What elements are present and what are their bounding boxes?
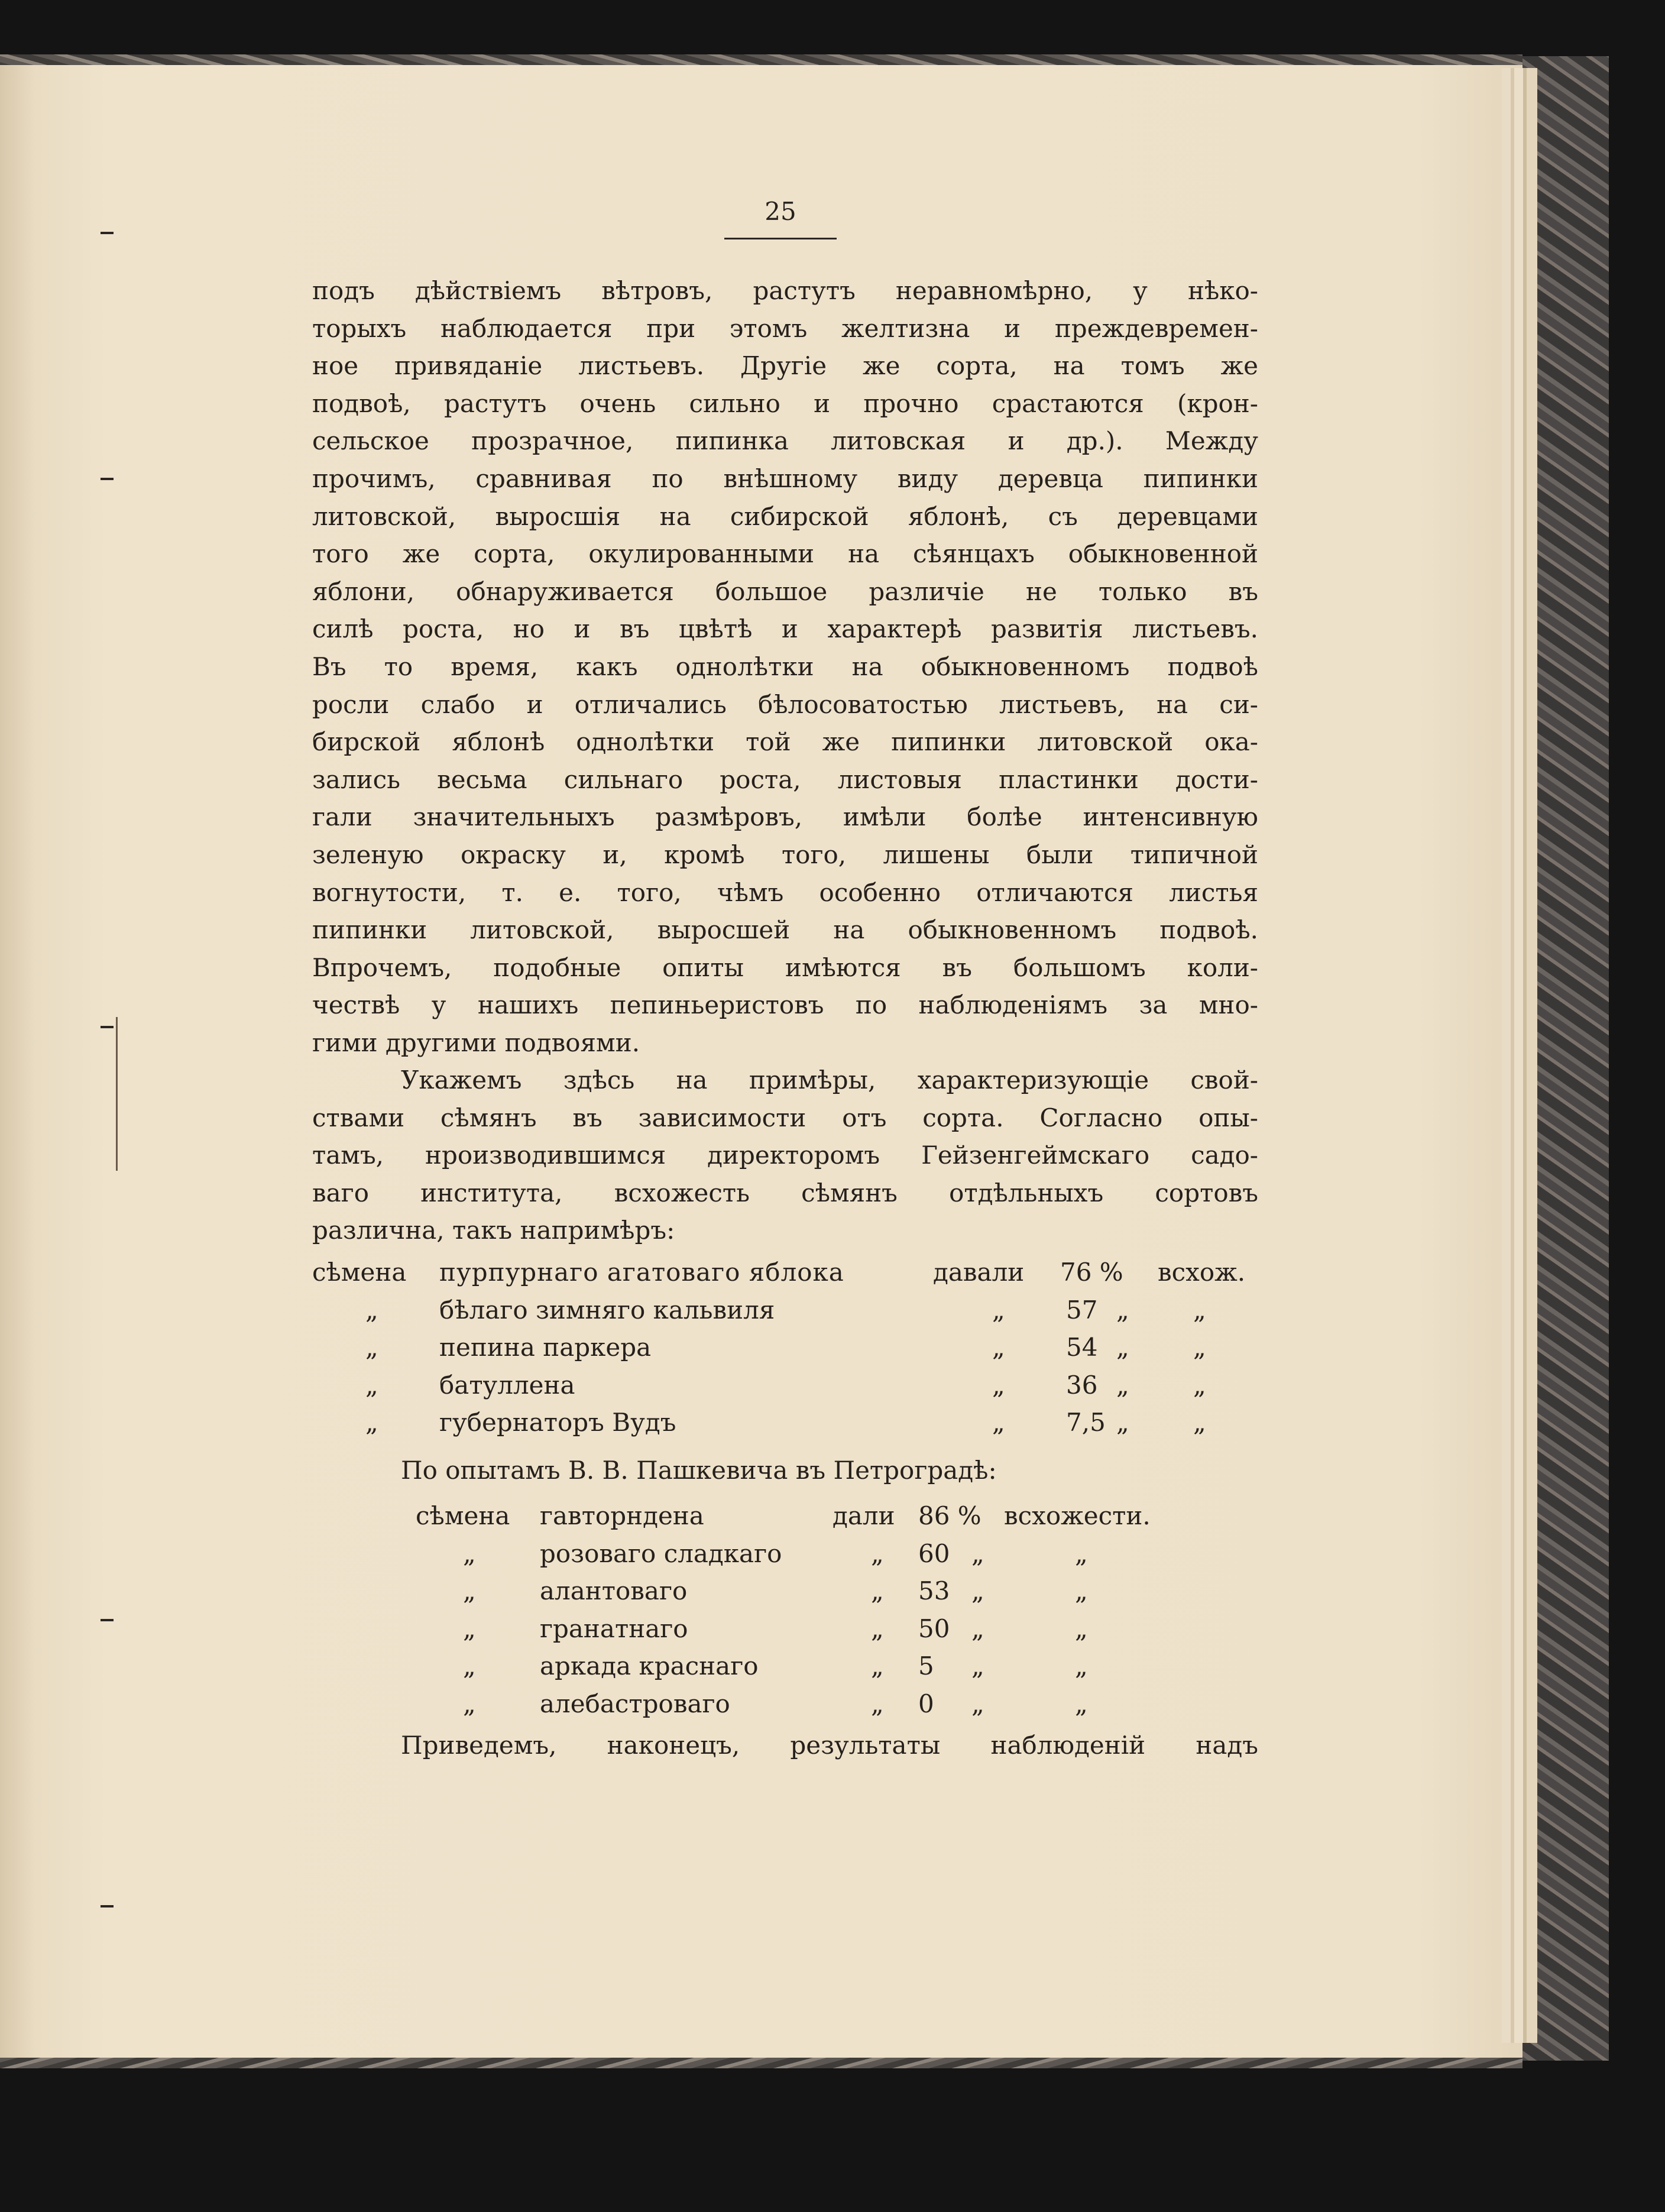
table-row: [312, 1497, 1258, 1535]
ditto-mark: „: [365, 1408, 378, 1437]
ditto-mark: „: [871, 1576, 884, 1606]
ditto-mark: „: [971, 1689, 984, 1718]
ditto-mark: „: [871, 1651, 884, 1681]
ditto-mark: „: [992, 1370, 1005, 1400]
germination-value: 86 %: [918, 1501, 981, 1530]
ditto-mark: „: [1193, 1333, 1206, 1362]
text-line: торыхъ наблюдается при этомъ желтизна и преждевремен-: [312, 313, 1258, 343]
text-line: того же сорта, окулированными на сѣянцахъ обыкновенной: [312, 539, 1258, 569]
text-line: яблони, обнаруживается большое различіе не только въ: [312, 577, 1258, 606]
text-line: ствами сѣмянъ въ зависимости отъ сорта. Согласно опы-: [312, 1103, 1258, 1132]
row-verb: дали: [832, 1501, 895, 1530]
text-line: подвоѣ, растутъ очень сильно и прочно срастаются (крон-: [312, 388, 1258, 418]
ditto-mark: „: [971, 1614, 984, 1643]
text-line: тамъ, нроизводившимся директоромъ Гейзенгеймскаго садо-: [312, 1141, 1258, 1170]
variety-name: гавторндена: [540, 1501, 704, 1530]
ditto-mark: „: [1193, 1295, 1206, 1324]
gutter-stitch: [101, 1026, 114, 1028]
germination-value: 53: [918, 1576, 950, 1606]
text-line: Укажемъ здѣсь на примѣры, характеризующіе свой-: [401, 1065, 1258, 1094]
germination-value: 5: [918, 1651, 934, 1681]
text-line: Впрочемъ, подобные опиты имѣются въ большомъ коли-: [312, 953, 1258, 982]
row-lead: сѣмена: [416, 1501, 510, 1530]
variety-name: пурпурнаго агатоваго яблока: [439, 1258, 844, 1287]
table-row: [312, 1329, 1258, 1366]
variety-name: бѣлаго зимняго кальвиля: [439, 1295, 775, 1324]
page-number: 25: [765, 197, 796, 226]
table-row: [312, 1366, 1258, 1404]
germination-value: 54: [1066, 1333, 1098, 1362]
ditto-mark: „: [463, 1576, 476, 1606]
germination-table-2: [312, 1497, 1258, 1723]
ditto-mark: „: [871, 1614, 884, 1643]
ditto-mark: „: [1116, 1333, 1129, 1362]
table-row: [312, 1404, 1258, 1442]
row-unit: всхожести.: [1004, 1501, 1151, 1530]
table-row: [312, 1647, 1258, 1685]
ditto-mark: „: [1116, 1295, 1129, 1324]
text-line: различна, такъ напримѣръ:: [312, 1216, 675, 1245]
table-row: [312, 1254, 1258, 1291]
text-line: пипинки литовской, выросшей на обыкновенномъ подвоѣ.: [312, 915, 1258, 945]
ditto-mark: „: [463, 1539, 476, 1568]
germination-value: 0: [918, 1689, 934, 1718]
variety-name: алантоваго: [540, 1576, 688, 1606]
ditto-mark: „: [971, 1576, 984, 1606]
variety-name: гранатнаго: [540, 1614, 688, 1643]
ditto-mark: „: [1075, 1614, 1088, 1643]
text-line: ное привяданіе листьевъ. Другіе же сорта, на томъ же: [312, 351, 1258, 381]
ditto-mark: „: [871, 1689, 884, 1718]
ditto-mark: „: [971, 1539, 984, 1568]
paragraph-3: По опытамъ В. В. Пашкевича въ Петроградѣ:: [401, 1456, 997, 1485]
row-unit: всхож.: [1158, 1258, 1246, 1287]
variety-name: пепина паркера: [439, 1333, 652, 1362]
ditto-mark: „: [1193, 1370, 1206, 1400]
germination-value: 76 %: [1060, 1258, 1123, 1287]
text-line: росли слабо и отличались бѣлосоватостью листьевъ, на си-: [312, 689, 1258, 719]
variety-name: батуллена: [439, 1370, 575, 1400]
ditto-mark: „: [365, 1370, 378, 1400]
gutter-fold: [116, 1017, 118, 1171]
page-stack-edge: [1502, 68, 1537, 2043]
ditto-mark: „: [463, 1614, 476, 1643]
ditto-mark: „: [992, 1408, 1005, 1437]
ditto-mark: „: [1193, 1408, 1206, 1437]
closing-line: [312, 1727, 1258, 1764]
final-line: Приведемъ, наконецъ, результаты наблюденій надъ: [401, 1731, 1258, 1760]
text-line: гими другими подвоями.: [312, 1028, 640, 1057]
text-line: подъ дѣйствіемъ вѣтровъ, растутъ неравномѣрно, у нѣко-: [312, 276, 1258, 305]
variety-name: губернаторъ Вудъ: [439, 1408, 676, 1437]
germination-value: 36: [1066, 1370, 1098, 1400]
table-row: [312, 1291, 1258, 1329]
text-line: вогнутости, т. е. того, чѣмъ особенно отличаются листья: [312, 877, 1258, 907]
ditto-mark: „: [1075, 1539, 1088, 1568]
ditto-mark: „: [365, 1295, 378, 1324]
text-line: гали значительныхъ размѣровъ, имѣли болѣе интенсивную: [312, 802, 1258, 832]
text-line: литовской, выросшія на сибирской яблонѣ, съ деревцами: [312, 501, 1258, 531]
ditto-mark: „: [1075, 1651, 1088, 1681]
ditto-mark: „: [1116, 1408, 1129, 1437]
table-row: [312, 1610, 1258, 1648]
text-line: зались весьма сильнаго роста, листовыя пластинки дости-: [312, 765, 1258, 794]
ditto-mark: „: [365, 1333, 378, 1362]
row-lead: сѣмена: [312, 1258, 407, 1287]
germination-value: 50: [918, 1614, 950, 1643]
ditto-mark: „: [1075, 1689, 1088, 1718]
text-line: сельское прозрачное, пипинка литовская и др.). Между: [312, 426, 1258, 456]
paragraph-2: [312, 1061, 1258, 1249]
text-line: прочимъ, сравнивая по внѣшному виду деревца пипинки: [312, 464, 1258, 493]
text-line: ваго института, всхожесть сѣмянъ отдѣльныхъ сортовъ: [312, 1178, 1258, 1207]
ditto-mark: „: [463, 1689, 476, 1718]
text-line: бирской яблонѣ однолѣтки той же пипинки литовской ока-: [312, 727, 1258, 757]
variety-name: аркада краснаго: [540, 1651, 759, 1681]
paragraph-1: [312, 272, 1258, 1061]
text-line: силѣ роста, но и въ цвѣтѣ и характерѣ развитія листьевъ.: [312, 614, 1258, 644]
page-number-rule: [724, 238, 837, 239]
variety-name: розоваго сладкаго: [540, 1539, 782, 1568]
row-verb: давали: [933, 1258, 1025, 1287]
table-row: [312, 1535, 1258, 1573]
text-line: зеленую окраску и, кромѣ того, лишены были типичной: [312, 840, 1258, 869]
germination-table-1: [312, 1254, 1258, 1442]
source-line: [312, 1452, 1258, 1489]
germination-value: 7,5: [1066, 1408, 1106, 1437]
ditto-mark: „: [871, 1539, 884, 1568]
germination-value: 57: [1066, 1295, 1098, 1324]
gutter-stitch: [101, 1905, 114, 1907]
variety-name: алебастроваго: [540, 1689, 730, 1718]
ditto-mark: „: [992, 1295, 1005, 1324]
gutter-stitch: [101, 478, 114, 480]
table-row: [312, 1685, 1258, 1723]
ditto-mark: „: [463, 1651, 476, 1681]
germination-value: 60: [918, 1539, 950, 1568]
gutter-stitch: [101, 232, 114, 234]
gutter-stitch: [101, 1619, 114, 1621]
ditto-mark: „: [992, 1333, 1005, 1362]
text-line: чествѣ у нашихъ пепиньеристовъ по наблюденіямъ за мно-: [312, 990, 1258, 1020]
ditto-mark: „: [1075, 1576, 1088, 1606]
ditto-mark: „: [1116, 1370, 1129, 1400]
table-row: [312, 1572, 1258, 1610]
ditto-mark: „: [971, 1651, 984, 1681]
text-line: Въ то время, какъ однолѣтки на обыкновенномъ подвоѣ: [312, 652, 1258, 681]
